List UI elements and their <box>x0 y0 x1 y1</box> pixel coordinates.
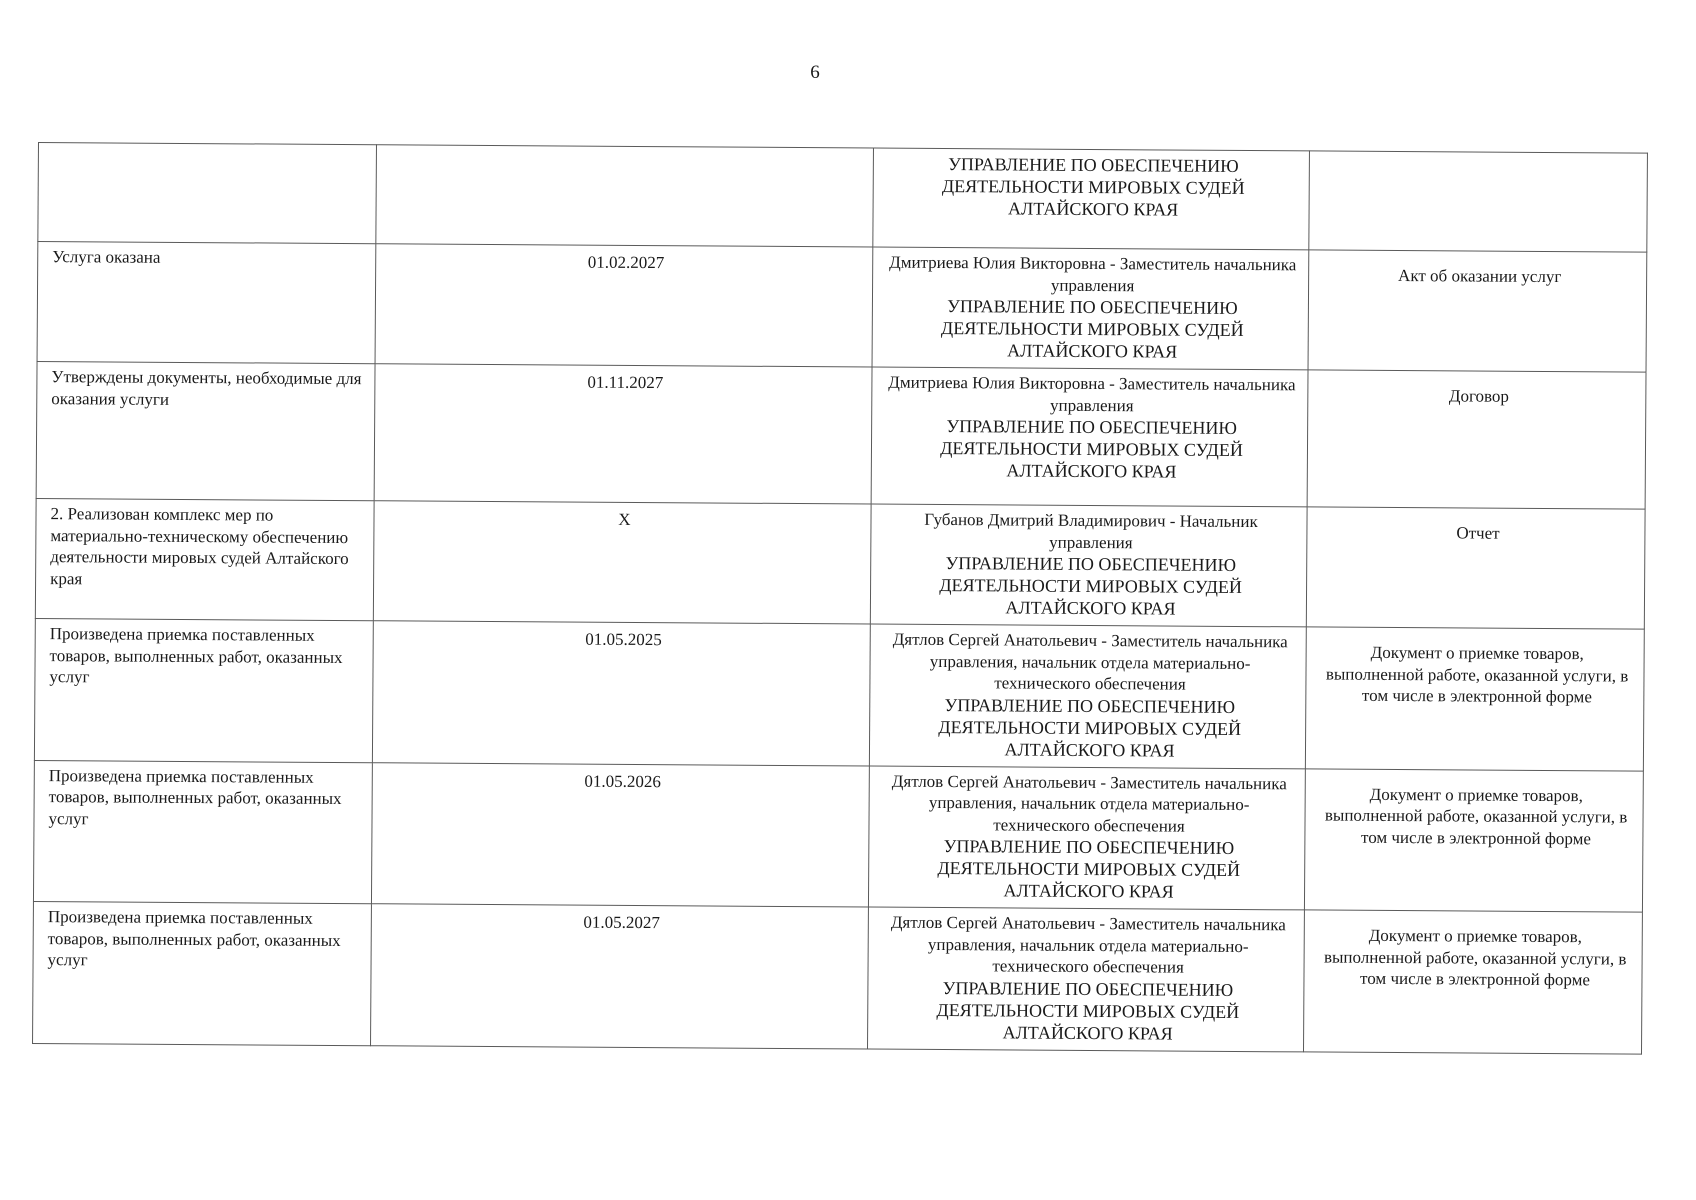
result-name-cell <box>38 143 376 244</box>
table-row <box>38 143 1648 253</box>
responsible-cell <box>869 624 1306 768</box>
table-row <box>34 618 1644 770</box>
date-cell: 01.05.2025 <box>372 621 870 766</box>
document-cell <box>1309 151 1647 252</box>
responsible-cell <box>873 148 1310 250</box>
responsible-person: Дмитриева Юлия Викторовна - Заместитель начальника управления <box>889 252 1297 295</box>
plan-table <box>32 142 1648 1054</box>
date-cell: 01.11.2027 <box>374 364 872 504</box>
responsible-person: Дмитриева Юлия Викторовна - Заместитель начальника управления <box>888 372 1296 415</box>
responsible-person: Дятлов Сергей Анатольевич - Заместитель начальника управления, начальник отдела материально-технического обеспечения <box>890 912 1286 977</box>
responsible-organization: УПРАВЛЕНИЕ ПО ОБЕСПЕЧЕНИЮ ДЕЯТЕЛЬНОСТИ МИРОВЫХ СУДЕЙ АЛТАЙСКОГО КРАЯ <box>937 836 1241 902</box>
responsible-person: Дятлов Сергей Анатольевич - Заместитель начальника управления, начальник отдела материально-технического обеспечения <box>892 629 1288 694</box>
date-cell <box>376 145 874 247</box>
responsible-cell <box>871 367 1308 507</box>
responsible-person: Дятлов Сергей Анатольевич - Заместитель начальника управления, начальник отдела материально-технического обеспечения <box>891 771 1287 836</box>
document-cell: Документ о приемке товаров, выполненной работе, оказанной услуги, в том числе в электронной форме <box>1306 627 1645 771</box>
result-name-cell: Утверждены документы, необходимые для оказания услуги <box>36 361 375 500</box>
page-number: 6 <box>810 62 820 83</box>
responsible-person: Губанов Дмитрий Владимирович - Начальник управления <box>924 509 1258 552</box>
responsible-organization: УПРАВЛЕНИЕ ПО ОБЕСПЕЧЕНИЮ ДЕЯТЕЛЬНОСТИ МИРОВЫХ СУДЕЙ АЛТАЙСКОГО КРАЯ <box>939 553 1243 619</box>
date-cell: 01.02.2027 <box>375 244 873 367</box>
responsible-cell <box>872 247 1309 370</box>
result-name-cell: Произведена приемка поставленных товаров, выполненных работ, оказанных услуг <box>33 901 372 1045</box>
date-cell: X <box>373 501 871 624</box>
table-row <box>37 242 1647 373</box>
result-name-cell: Услуга оказана <box>37 242 376 364</box>
responsible-organization: УПРАВЛЕНИЕ ПО ОБЕСПЕЧЕНИЮ ДЕЯТЕЛЬНОСТИ МИРОВЫХ СУДЕЙ АЛТАЙСКОГО КРАЯ <box>936 977 1240 1044</box>
document-cell: Документ о приемке товаров, выполненной работе, оказанной услуги, в том числе в электронной форме <box>1304 910 1643 1054</box>
responsible-organization: УПРАВЛЕНИЕ ПО ОБЕСПЕЧЕНИЮ ДЕЯТЕЛЬНОСТИ МИРОВЫХ СУДЕЙ АЛТАЙСКОГО КРАЯ <box>940 296 1244 362</box>
responsible-organization: УПРАВЛЕНИЕ ПО ОБЕСПЕЧЕНИЮ ДЕЯТЕЛЬНОСТИ МИРОВЫХ СУДЕЙ АЛТАЙСКОГО КРАЯ <box>938 694 1242 761</box>
result-name-cell: 2. Реализован комплекс мер по материально-техническому обеспечению деятельности мировых судей Алтайского края <box>35 498 374 620</box>
date-cell: 01.05.2026 <box>371 762 869 907</box>
result-name-cell: Произведена приемка поставленных товаров, выполненных работ, оказанных услуг <box>34 618 373 762</box>
table-row <box>33 760 1643 912</box>
document-cell: Акт об оказании услуг <box>1308 250 1647 372</box>
responsible-organization: УПРАВЛЕНИЕ ПО ОБЕСПЕЧЕНИЮ ДЕЯТЕЛЬНОСТИ МИРОВЫХ СУДЕЙ АЛТАЙСКОГО КРАЯ <box>940 416 1243 482</box>
document-cell: Отчет <box>1306 507 1645 629</box>
responsible-organization: УПРАВЛЕНИЕ ПО ОБЕСПЕЧЕНИЮ ДЕЯТЕЛЬНОСТИ МИРОВЫХ СУДЕЙ АЛТАЙСКОГО КРАЯ <box>941 154 1245 220</box>
date-cell: 01.05.2027 <box>370 904 868 1049</box>
document-cell: Договор <box>1307 370 1646 509</box>
responsible-cell <box>870 504 1307 627</box>
document-cell: Документ о приемке товаров, выполненной работе, оказанной услуги, в том числе в электронной форме <box>1305 768 1644 912</box>
table-row <box>36 361 1646 509</box>
table-row <box>35 498 1645 629</box>
responsible-cell <box>868 766 1305 910</box>
responsible-cell <box>867 907 1304 1051</box>
result-name-cell: Произведена приемка поставленных товаров, выполненных работ, оказанных услуг <box>33 760 372 904</box>
table-row <box>33 901 1643 1053</box>
